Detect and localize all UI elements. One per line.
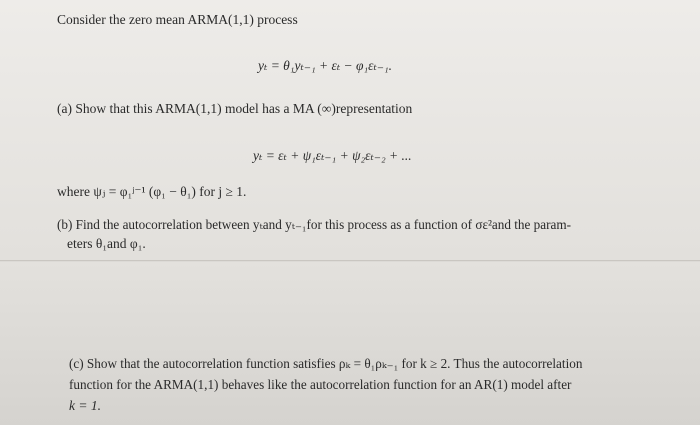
part-b-line-2: eters θ₁and φ₁.	[67, 236, 146, 251]
part-c-line-1: (c) Show that the autocorrelation function satisfies ρₖ = θ₁ρₖ₋₁ for k ≥ 2. Thus the autocorrelation	[69, 356, 583, 371]
where-psi-text: where ψⱼ = φ₁ʲ⁻¹ (φ₁ − θ₁) for j ≥ 1.	[57, 184, 247, 199]
equation-arma: yₜ = θ₁yₜ₋₁ + εₜ − φ₁εₜ₋₁.	[258, 58, 393, 73]
part-c-line-2: function for the ARMA(1,1) behaves like the autocorrelation function for an AR(1) model after	[69, 377, 572, 392]
part-c-line-3: k = 1.	[69, 398, 101, 413]
lower-sheet	[0, 262, 700, 425]
part-a-text: (a) Show that this ARMA(1,1) model has a MA (∞)representation	[57, 101, 413, 116]
intro-text: Consider the zero mean ARMA(1,1) process	[57, 12, 298, 27]
equation-ma-infinity: yₜ = εₜ + ψ₁εₜ₋₁ + ψ₂εₜ₋₂ + ...	[253, 148, 412, 163]
part-b-line-1: (b) Find the autocorrelation between yₜand yₜ₋₁for this process as a function of σε²and the param-	[57, 217, 572, 232]
